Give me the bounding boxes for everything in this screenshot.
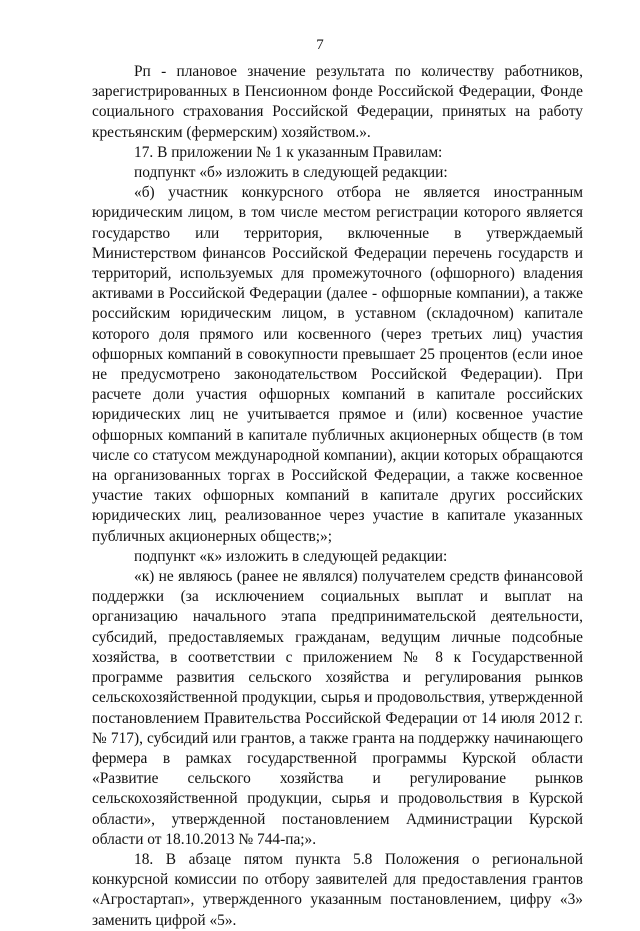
paragraph-item-18: 18. В абзаце пятом пункта 5.8 Положения о региональной конкурсной комиссии по отбору заявителей для предоставления грантов «Агростартап», утвержденного указанным постановлением, цифру «3» заменить цифрой «5».: [92, 850, 583, 929]
document-body: [92, 62, 583, 931]
page-number: 7: [316, 37, 324, 53]
paragraph-subitem-b-intro: подпункт «б» изложить в следующей редакции:: [134, 164, 448, 182]
paragraph-rp-definition: Рп - плановое значение результата по количеству работников, зарегистрированных в Пенсионном фонде Российской Федерации, Фонде социального страхования Российской Федерации, принятых на работу крестьянским (фермерским) хозяйством.».: [92, 63, 583, 141]
paragraph-subitem-k-text: «к) не являюсь (ранее не являлся) получателем средств финансовой поддержки (за исключением социальных выплат и выплат на организацию начального этапа предпринимательской деятельности, субсидий, предоставляемых гражданам, ведущим личные подсобные хозяйства, в соответствии с приложением № 8 к Государственной программе развития сельского хозяйства и регулирования рынков сельскохозяйственной продукции, сырья и продовольствия, утвержденной постановлением Правительства Российской Федерации от 14 июля 2012 г. № 717), субсидий или грантов, а также гранта на поддержку начинающего фермера в рамках государственной программы Курской области «Развитие сельского хозяйства и регулирование рынков сельскохозяйственной продукции, сырья и продовольствия в Курской области», утвержденной постановлением Администрации Курской области от 18.10.2013 № 744-па;».: [92, 568, 583, 848]
paragraph-subitem-b-text: «б) участник конкурсного отбора не является иностранным юридическим лицом, в том числе местом регистрации которого является государство или территория, включенные в утверждаемый Министерством финансов Российской Федерации перечень государств и территорий, используемых для промежуточного (офшорного) владения активами в Российской Федерации (далее - офшорные компании), а также российским юридическим лицом, в уставном (складочном) капитале которого доля прямого или косвенного (через третьих лиц) участия офшорных компаний в совокупности превышает 25 процентов (если иное не предусмотрено законодательством Российской Федерации). При расчете доли участия офшорных компаний в капитале российских юридических лиц не учитывается прямое и (или) косвенное участие офшорных компаний в капитале публичных акционерных обществ (в том числе со статусом международной компании), акции которых обращаются на организованных торгах в Российской Федерации, а также косвенное участие таких офшорных компаний в капитале других российских юридических лиц, реализованное через участие в капитале указанных публичных акционерных обществ;»;: [92, 184, 583, 545]
paragraph-item-17: 17. В приложении № 1 к указанным Правилам:: [134, 143, 443, 161]
paragraph-subitem-k-intro: подпункт «к» изложить в следующей редакции:: [134, 547, 448, 565]
